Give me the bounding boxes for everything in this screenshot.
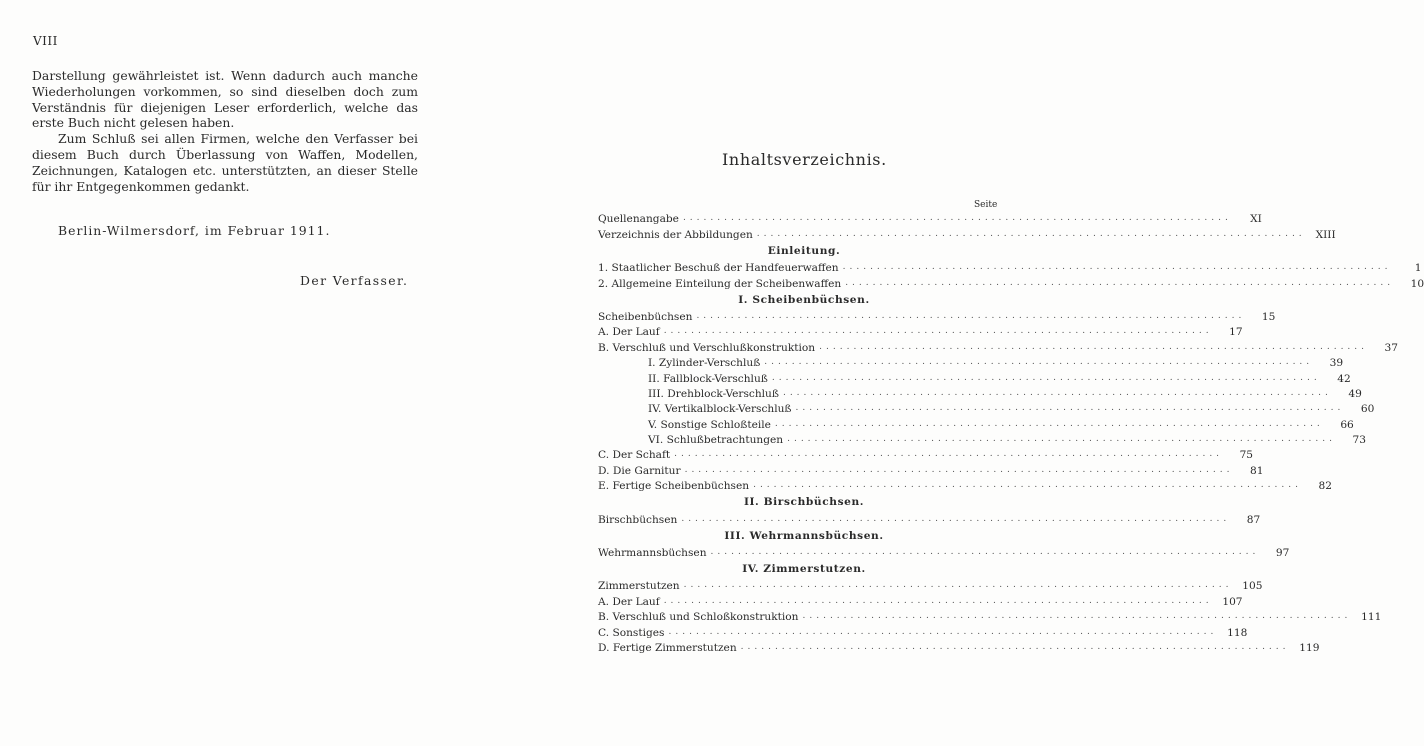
left-page [0, 0, 512, 746]
toc-section-heading: Einleitung. [767, 244, 841, 257]
dot-leader: ................................................................................ [787, 434, 1336, 445]
toc-entry [598, 400, 1375, 416]
toc-entry-label: II. Fallblock-Verschluß [648, 372, 768, 385]
toc-entry-page: 111 [1361, 611, 1382, 624]
toc-entry-page: 60 [1360, 403, 1375, 416]
dot-leader: ................................................................................ [663, 595, 1213, 606]
toc-section-heading: III. Wehrmannsbüchsen. [724, 529, 884, 542]
dot-leader: ................................................................................ [842, 262, 1392, 273]
dot-leader: ................................................................................ [683, 580, 1233, 591]
toc-entry [598, 308, 1276, 323]
toc-entry-page: 118 [1227, 626, 1248, 639]
toc-entry-page: 82 [1318, 480, 1332, 493]
toc-entry-label: B. Verschluß und Schloßkonstruktion [598, 611, 799, 624]
toc-entry-label: D. Die Garnitur [598, 464, 681, 477]
dot-leader: ................................................................................ [774, 418, 1324, 429]
toc-entry-page: 119 [1299, 641, 1320, 654]
toc-entry-page: 73 [1352, 434, 1366, 447]
toc-entry-label: Verzeichnis der Abbildungen [598, 228, 753, 241]
toc-entry [598, 577, 1263, 593]
dot-leader: ................................................................................ [684, 464, 1234, 475]
toc-section-heading: II. Birschbüchsen. [743, 496, 865, 509]
seite-column-label: Seite [974, 200, 998, 210]
toc-entry-page: XIII [1315, 228, 1336, 241]
toc-entry-label: E. Fertige Scheibenbüchsen [598, 480, 750, 493]
toc-entry-page: XI [1250, 213, 1262, 226]
toc-entry [598, 415, 1354, 431]
dot-leader: ................................................................................ [710, 547, 1260, 558]
toc-entry-label: IV. Vertikalblock-Verschluß [648, 403, 792, 416]
toc-entry-label: I. Zylinder-Verschluß [648, 357, 761, 370]
toc-entry-page: 10 [1410, 277, 1424, 290]
toc-entry [598, 461, 1264, 477]
toc-entry-label: Zimmerstutzen [598, 580, 680, 593]
toc-entry [598, 544, 1290, 560]
table-of-contents [598, 210, 1424, 654]
toc-entry [598, 259, 1422, 275]
signature: Der Verfasser. [300, 273, 409, 288]
dot-leader: ................................................................................ [674, 449, 1224, 460]
place-date: Berlin-Wilmersdorf, im Februar 1911. [58, 223, 331, 238]
toc-entry-page: 87 [1246, 513, 1261, 526]
toc-entry-page: 107 [1222, 595, 1243, 608]
toc-entry-page: 75 [1239, 449, 1254, 462]
toc-entry-page: 39 [1329, 357, 1344, 370]
page-number: VIII [33, 34, 58, 48]
dot-leader: ................................................................................ [802, 611, 1352, 622]
toc-entry-label: 1. Staatlicher Beschuß der Handfeuerwaffen [598, 262, 839, 275]
paragraph: Darstellung gewährleistet ist. Wenn dadurch auch manche Wiederholungen vorkommen, so sind dieselben doch zum Verständnis für diejenigen Leser erforderlich, welche das erste Buch nicht gelesen haben. [32, 68, 418, 131]
dot-leader: ................................................................................ [795, 403, 1345, 414]
toc-entry [598, 510, 1261, 526]
dot-leader: ................................................................................ [740, 641, 1290, 652]
toc-entry-page: 42 [1337, 372, 1351, 385]
dot-leader: ................................................................................ [845, 277, 1395, 288]
toc-entry-page: 105 [1242, 580, 1263, 593]
toc-entry-label: A. Der Lauf [598, 326, 660, 339]
toc-entry-page: 97 [1275, 547, 1290, 560]
toc-entry [598, 225, 1336, 241]
toc-entry-label: Birschbüchsen [598, 513, 678, 526]
toc-entry-label: D. Fertige Zimmerstutzen [598, 641, 737, 654]
toc-entry [598, 369, 1351, 385]
toc-entry [598, 338, 1399, 354]
toc-entry-label: A. Der Lauf [598, 595, 660, 608]
preface-text [32, 68, 418, 194]
toc-entry [598, 639, 1320, 654]
dot-leader: ................................................................................ [756, 228, 1306, 239]
toc-entry-label: V. Sonstige Schloßteile [648, 418, 771, 431]
toc-entry-label: 2. Allgemeine Einteilung der Scheibenwaffen [598, 277, 842, 290]
dot-leader: ................................................................................ [782, 387, 1332, 398]
dot-leader: ................................................................................ [663, 326, 1213, 337]
dot-leader: ................................................................................ [696, 310, 1246, 321]
toc-entry [598, 210, 1262, 226]
dot-leader: ................................................................................ [753, 480, 1302, 491]
toc-entry-page: 49 [1348, 387, 1362, 400]
toc-entry-page: 37 [1384, 341, 1399, 354]
toc-entry [598, 592, 1243, 608]
toc-section-heading: IV. Zimmerstutzen. [742, 563, 866, 576]
paragraph: Zum Schluß sei allen Firmen, welche den Verfasser bei diesem Buch durch Überlassung von Waffen, Modellen, Zeichnungen, Katalogen etc. unterstützten, an dieser Stelle für ihr Entgegenkommen gedankt. [32, 131, 418, 194]
toc-entry [598, 385, 1362, 400]
dot-leader: ................................................................................ [682, 213, 1232, 224]
toc-entry [598, 477, 1332, 493]
dot-leader: ................................................................................ [819, 341, 1369, 352]
toc-entry [598, 623, 1248, 639]
toc-entry [598, 431, 1366, 447]
toc-entry-label: Quellenangabe [598, 213, 679, 226]
toc-entry-page: 81 [1249, 464, 1264, 477]
toc-entry-label: B. Verschluß und Verschlußkonstruktion [598, 341, 816, 354]
toc-entry-page: 17 [1229, 326, 1243, 339]
toc-section-heading: I. Scheibenbüchsen. [738, 293, 870, 306]
toc-entry-label: Scheibenbüchsen [598, 310, 693, 323]
toc-entry-label: III. Drehblock-Verschluß [648, 387, 779, 400]
toc-entry [598, 354, 1344, 370]
toc-entry-page: 15 [1261, 310, 1276, 323]
toc-entry-page: 66 [1340, 418, 1354, 431]
toc-entry [598, 446, 1254, 462]
dot-leader: ................................................................................ [764, 357, 1314, 368]
page-title: Inhaltsverzeichnis. [722, 150, 887, 169]
toc-entry [598, 323, 1243, 339]
dot-leader: ................................................................................ [668, 626, 1218, 637]
dot-leader: ................................................................................ [681, 513, 1231, 524]
toc-entry-page: 1 [1414, 262, 1422, 275]
toc-entry-label: C. Sonstiges [598, 626, 665, 639]
toc-entry-label: Wehrmannsbüchsen [598, 547, 707, 560]
dot-leader: ................................................................................ [771, 372, 1321, 383]
right-page [512, 0, 1424, 746]
toc-entry-label: VI. Schlußbetrachtungen [648, 434, 784, 447]
toc-entry [598, 608, 1382, 624]
toc-entry-label: C. Der Schaft [598, 449, 671, 462]
toc-entry [598, 274, 1424, 290]
